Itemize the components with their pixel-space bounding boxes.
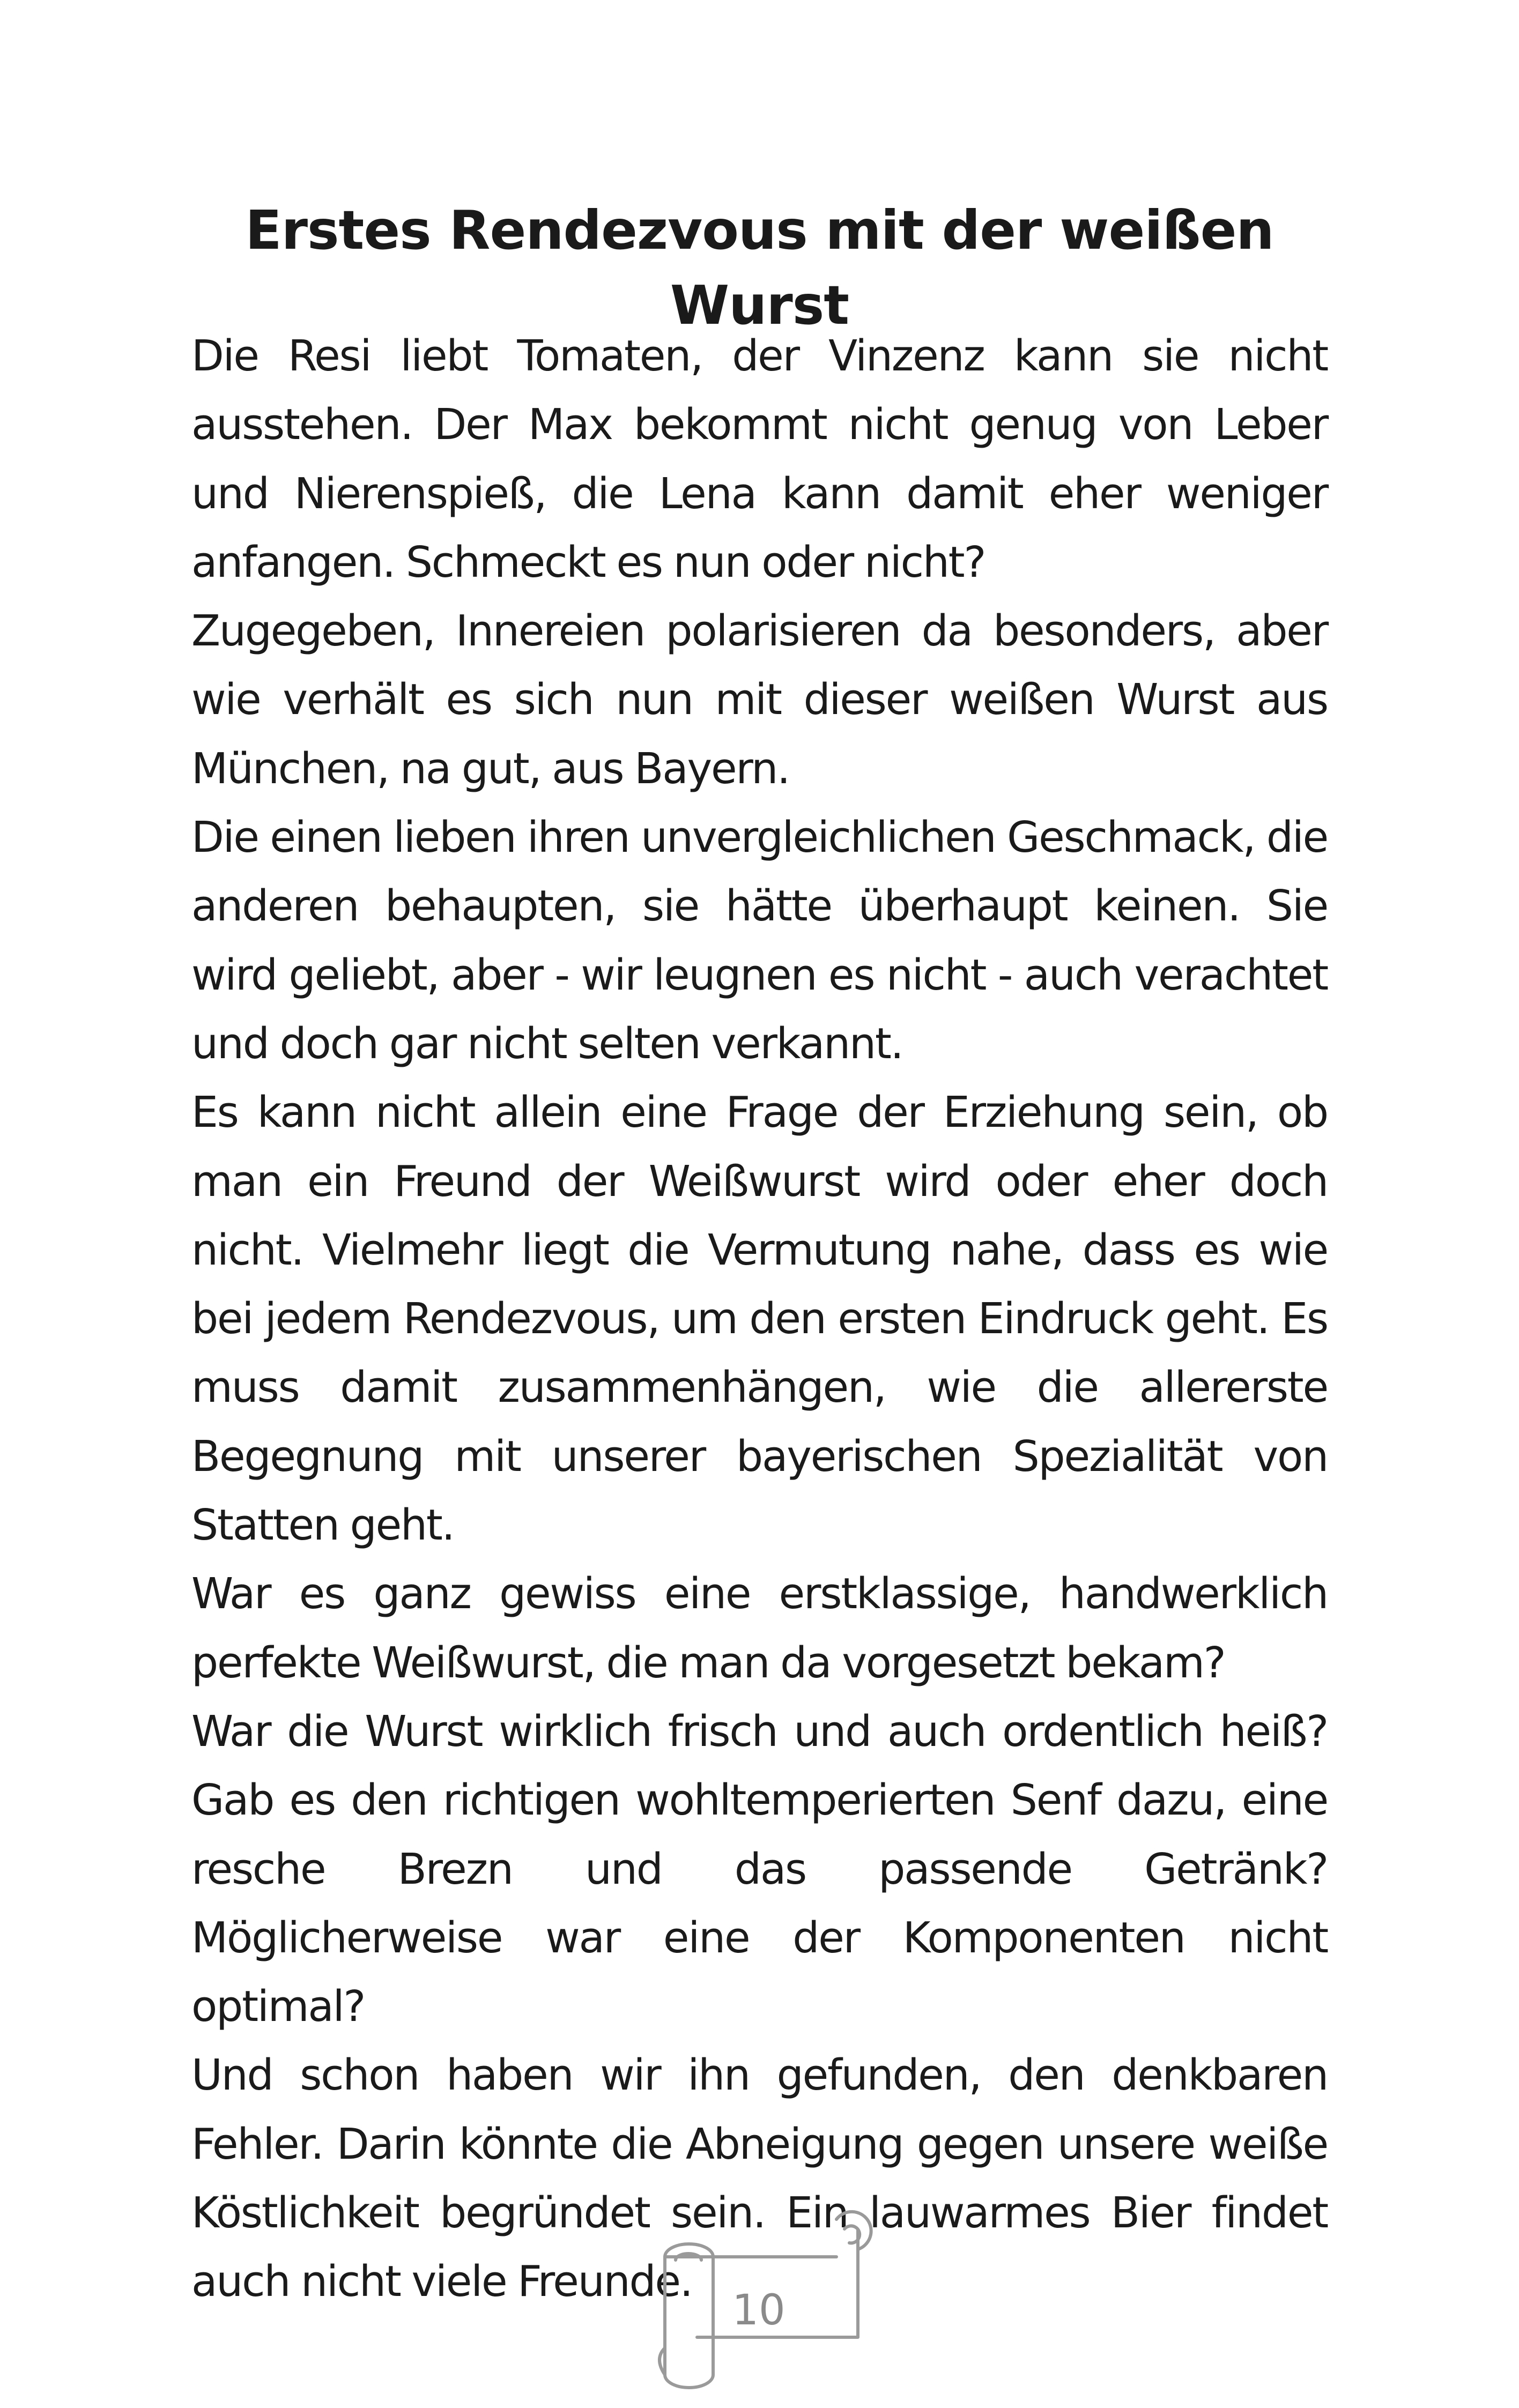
chapter-body — [191, 322, 1328, 2316]
paragraph-6: War die Wurst wirklich frisch und auch ordentlich heiß? Gab es den richtigen wohltemperierten Senf dazu, eine resche Brezn und das passende Getränk? Möglicherweise war eine der Komponenten nicht optimal? — [191, 1706, 1328, 2032]
paragraph-2: Zugegeben, Innereien polarisieren da besonders, aber wie verhält es sich nun mit dieser weißen Wurst aus München, na gut, aus Bayern. — [191, 606, 1328, 793]
page-number: 10 — [732, 2286, 786, 2335]
paragraph-7: Und schon haben wir ihn gefunden, den denkbaren Fehler. Darin könnte die Abneigung gegen unsere weiße Köstlichkeit begründet sein. Ein lauwarmes Bier findet auch nicht viele Freunde. — [191, 2050, 1328, 2307]
paragraph-5: War es ganz gewiss eine erstklassige, handwerklich perfekte Weißwurst, die man da vorgesetzt bekam? — [191, 1569, 1328, 1688]
paragraph-1: Die Resi liebt Tomaten, der Vinzenz kann sie nicht ausstehen. Der Max bekommt nicht genug von Leber und Nierenspieß, die Lena kann damit eher weniger anfangen. Schmeckt es nun oder nicht? — [191, 331, 1328, 587]
page-footer — [633, 2198, 885, 2391]
paragraph-4: Es kann nicht allein eine Frage der Erziehung sein, ob man ein Freund der Weißwurst wird oder eher doch nicht. Vielmehr liegt die Vermutung nahe, dass es wie bei jedem Rendezvous, um den ersten Eindruck geht. Es muss damit zusammenhängen, wie die allererste Begegnung mit unserer bayerischen Spezialität von Statten geht. — [191, 1088, 1328, 1550]
paragraph-3: Die einen lieben ihren unvergleichlichen Geschmack, die anderen behaupten, sie hätte überhaupt keinen. Sie wird geliebt, aber - wir leugnen es nicht - auch verachtet und doch gar nicht selten verkannt. — [191, 813, 1328, 1068]
chapter-title: Erstes Rendezvous mit der weißen Wurst — [245, 199, 1274, 337]
